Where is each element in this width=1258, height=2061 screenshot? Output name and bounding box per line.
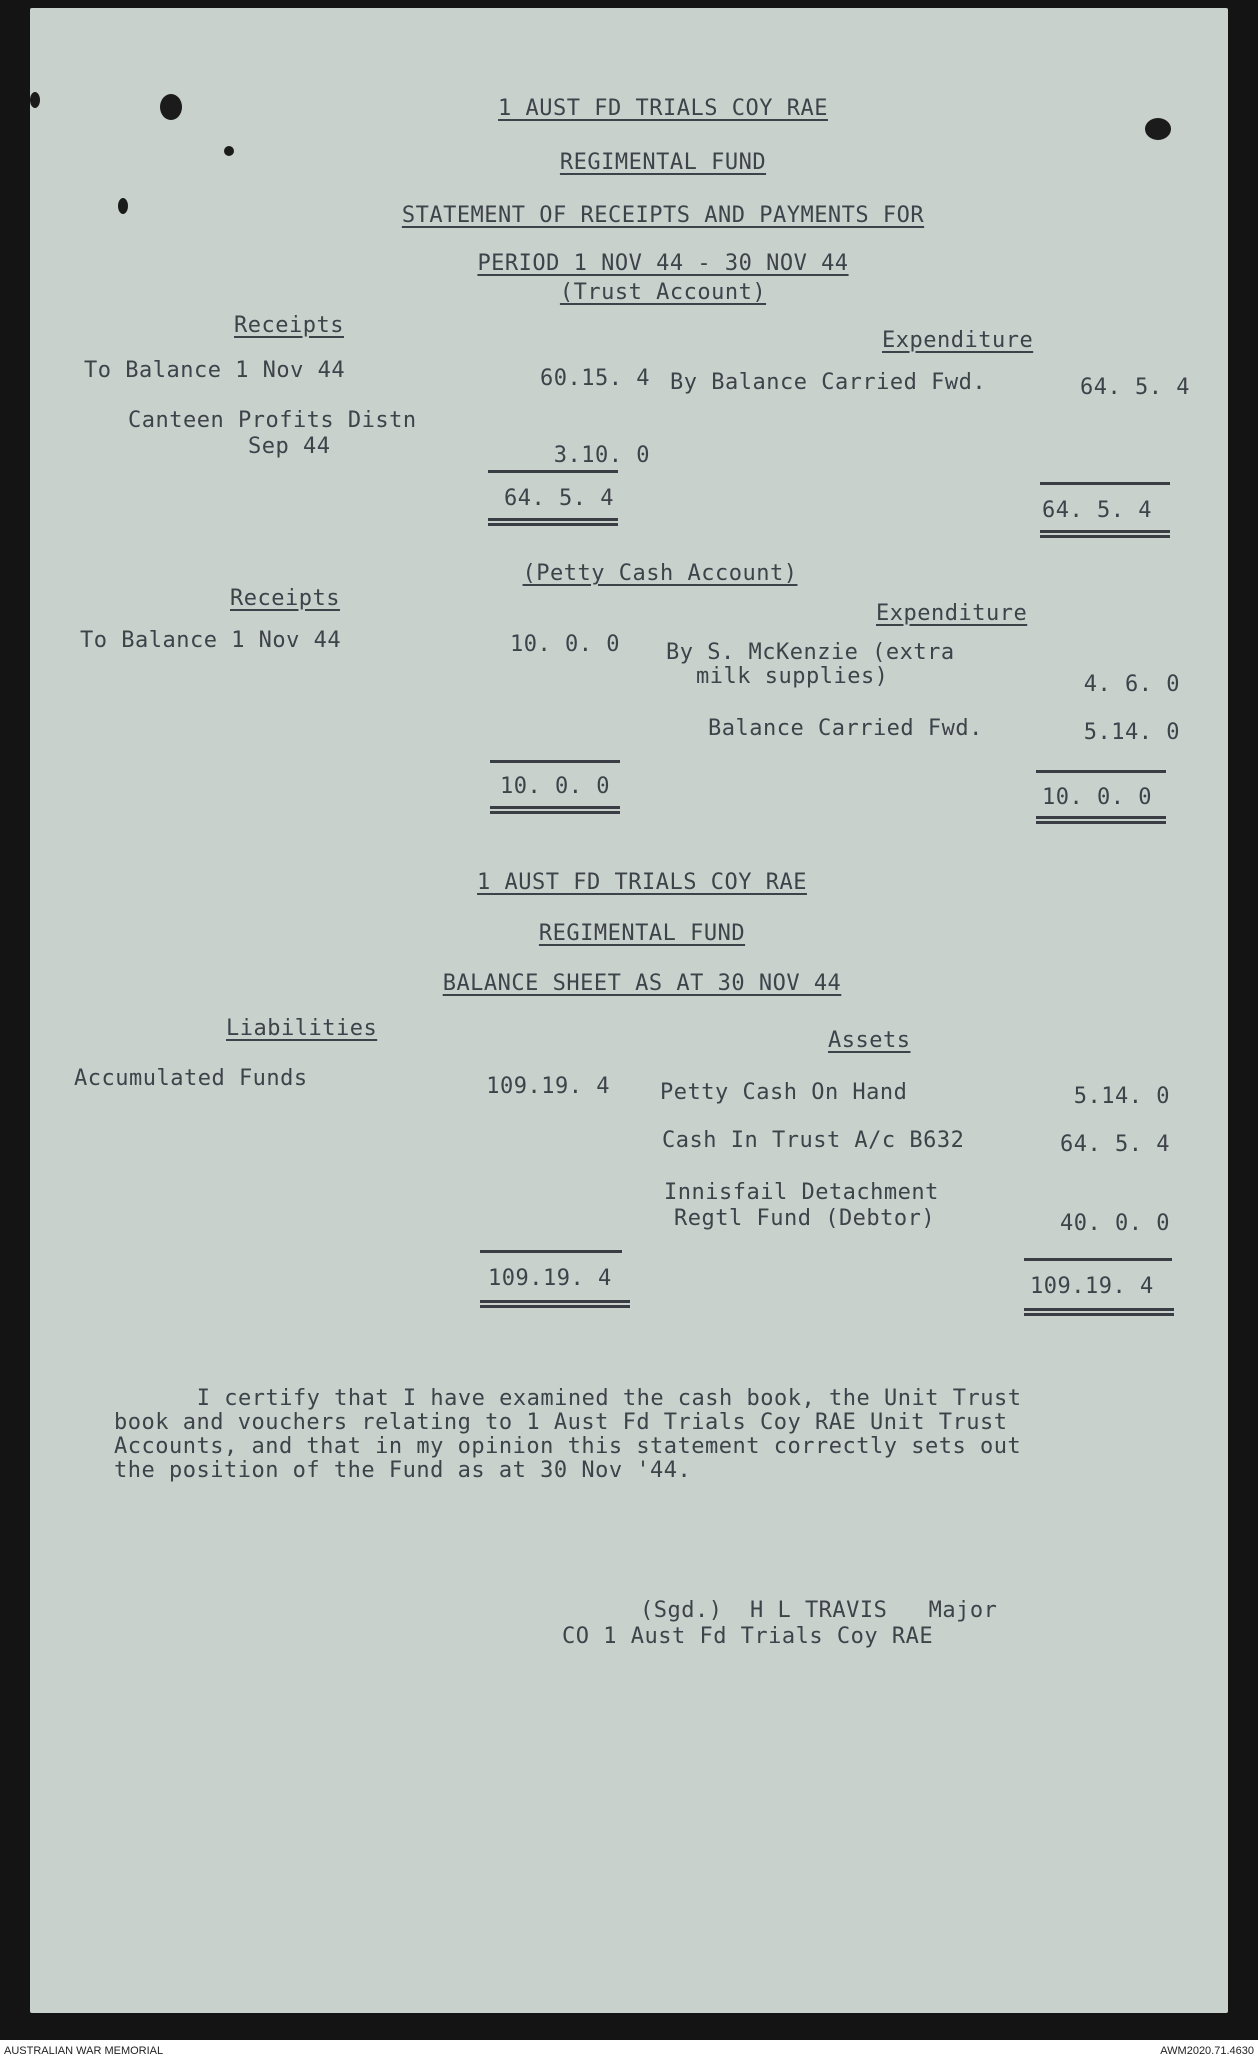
document-page [30,8,1228,2013]
trust-account-title: (Trust Account) [559,280,767,305]
total-double-rule [480,1300,630,1308]
receipts-heading: Receipts [230,586,340,611]
expenditure-label: By S. McKenzie (extra [666,640,955,665]
ink-spot-mark [30,92,40,108]
receipt-label: Canteen Profits Distn [128,408,417,433]
total-double-rule [1040,530,1170,538]
receipt-label-cont: Sep 44 [248,434,331,459]
footer-accession: AWM2020.71.4630 [1160,2045,1254,2057]
ink-spot-mark [118,198,128,214]
expenditure-heading: Expenditure [876,601,1028,626]
total-double-rule [1036,816,1166,824]
certification-line: the position of the Fund as at 30 Nov '44. [114,1458,692,1483]
liabilities-total: 109.19. 4 [488,1266,612,1291]
subtotal-rule [1040,482,1170,485]
certification-line: I certify that I have examined the cash book, the Unit Trust [128,1386,1022,1411]
expenditure-amount: 5.14. 0 [1083,720,1180,745]
expenditure-label-cont: milk supplies) [696,664,889,689]
punch-hole-mark [160,94,182,120]
subtotal-rule [1024,1258,1172,1261]
signature-line: (Sgd.) H L TRAVIS Major [640,1598,998,1623]
receipt-amount: 3.10. 0 [553,443,650,468]
receipt-label: To Balance 1 Nov 44 [84,358,346,383]
balance-fund-title: REGIMENTAL FUND [538,921,746,946]
certification-line: Accounts, and that in my opinion this statement correctly sets out [114,1434,1022,1459]
asset-amount: 5.14. 0 [1073,1084,1170,1109]
expenditure-label: Balance Carried Fwd. [708,716,983,741]
subtotal-rule [490,760,620,763]
asset-label: Cash In Trust A/c B632 [662,1128,965,1153]
signature-line: CO 1 Aust Fd Trials Coy RAE [562,1624,934,1649]
certification-line: book and vouchers relating to 1 Aust Fd Trials Coy RAE Unit Trust [114,1410,1008,1435]
receipt-amount: 60.15. 4 [540,366,650,391]
assets-heading: Assets [828,1028,911,1053]
expenditure-amount: 64. 5. 4 [1080,375,1190,400]
receipt-label: To Balance 1 Nov 44 [80,628,342,653]
asset-label: Petty Cash On Hand [660,1080,908,1105]
receipts-heading: Receipts [234,313,344,338]
asset-amount: 64. 5. 4 [1060,1132,1170,1157]
liabilities-heading: Liabilities [226,1016,378,1041]
expenditure-total: 64. 5. 4 [1042,498,1152,523]
period-title: PERIOD 1 NOV 44 - 30 NOV 44 [477,251,849,276]
balance-unit-title: 1 AUST FD TRIALS COY RAE [477,870,807,895]
receipts-total: 10. 0. 0 [500,774,610,799]
ink-spot-mark [224,146,234,156]
document-title: 1 AUST FD TRIALS COY RAE [498,96,828,121]
liability-label: Accumulated Funds [74,1066,308,1091]
receipt-amount: 10. 0. 0 [510,632,620,657]
fund-title: REGIMENTAL FUND [559,150,767,175]
total-double-rule [488,518,618,526]
expenditure-label: By Balance Carried Fwd. [670,370,987,395]
subtotal-rule [480,1250,622,1253]
balance-sheet-title: BALANCE SHEET AS AT 30 NOV 44 [442,971,842,996]
expenditure-total: 10. 0. 0 [1042,785,1152,810]
footer-credit: AUSTRALIAN WAR MEMORIAL [4,2045,164,2057]
total-double-rule [490,806,620,814]
punch-hole-mark [1145,118,1171,140]
petty-cash-title: (Petty Cash Account) [522,561,798,586]
statement-title: STATEMENT OF RECEIPTS AND PAYMENTS FOR [401,203,925,228]
asset-amount: 40. 0. 0 [1060,1211,1170,1236]
total-double-rule [1024,1308,1174,1316]
asset-label-cont: Regtl Fund (Debtor) [674,1206,936,1231]
subtotal-rule [488,470,618,473]
subtotal-rule [1036,770,1166,773]
assets-total: 109.19. 4 [1030,1274,1154,1299]
liability-amount: 109.19. 4 [486,1074,610,1099]
expenditure-amount: 4. 6. 0 [1083,672,1180,697]
asset-label: Innisfail Detachment [664,1180,939,1205]
receipts-total: 64. 5. 4 [504,486,614,511]
expenditure-heading: Expenditure [882,328,1034,353]
